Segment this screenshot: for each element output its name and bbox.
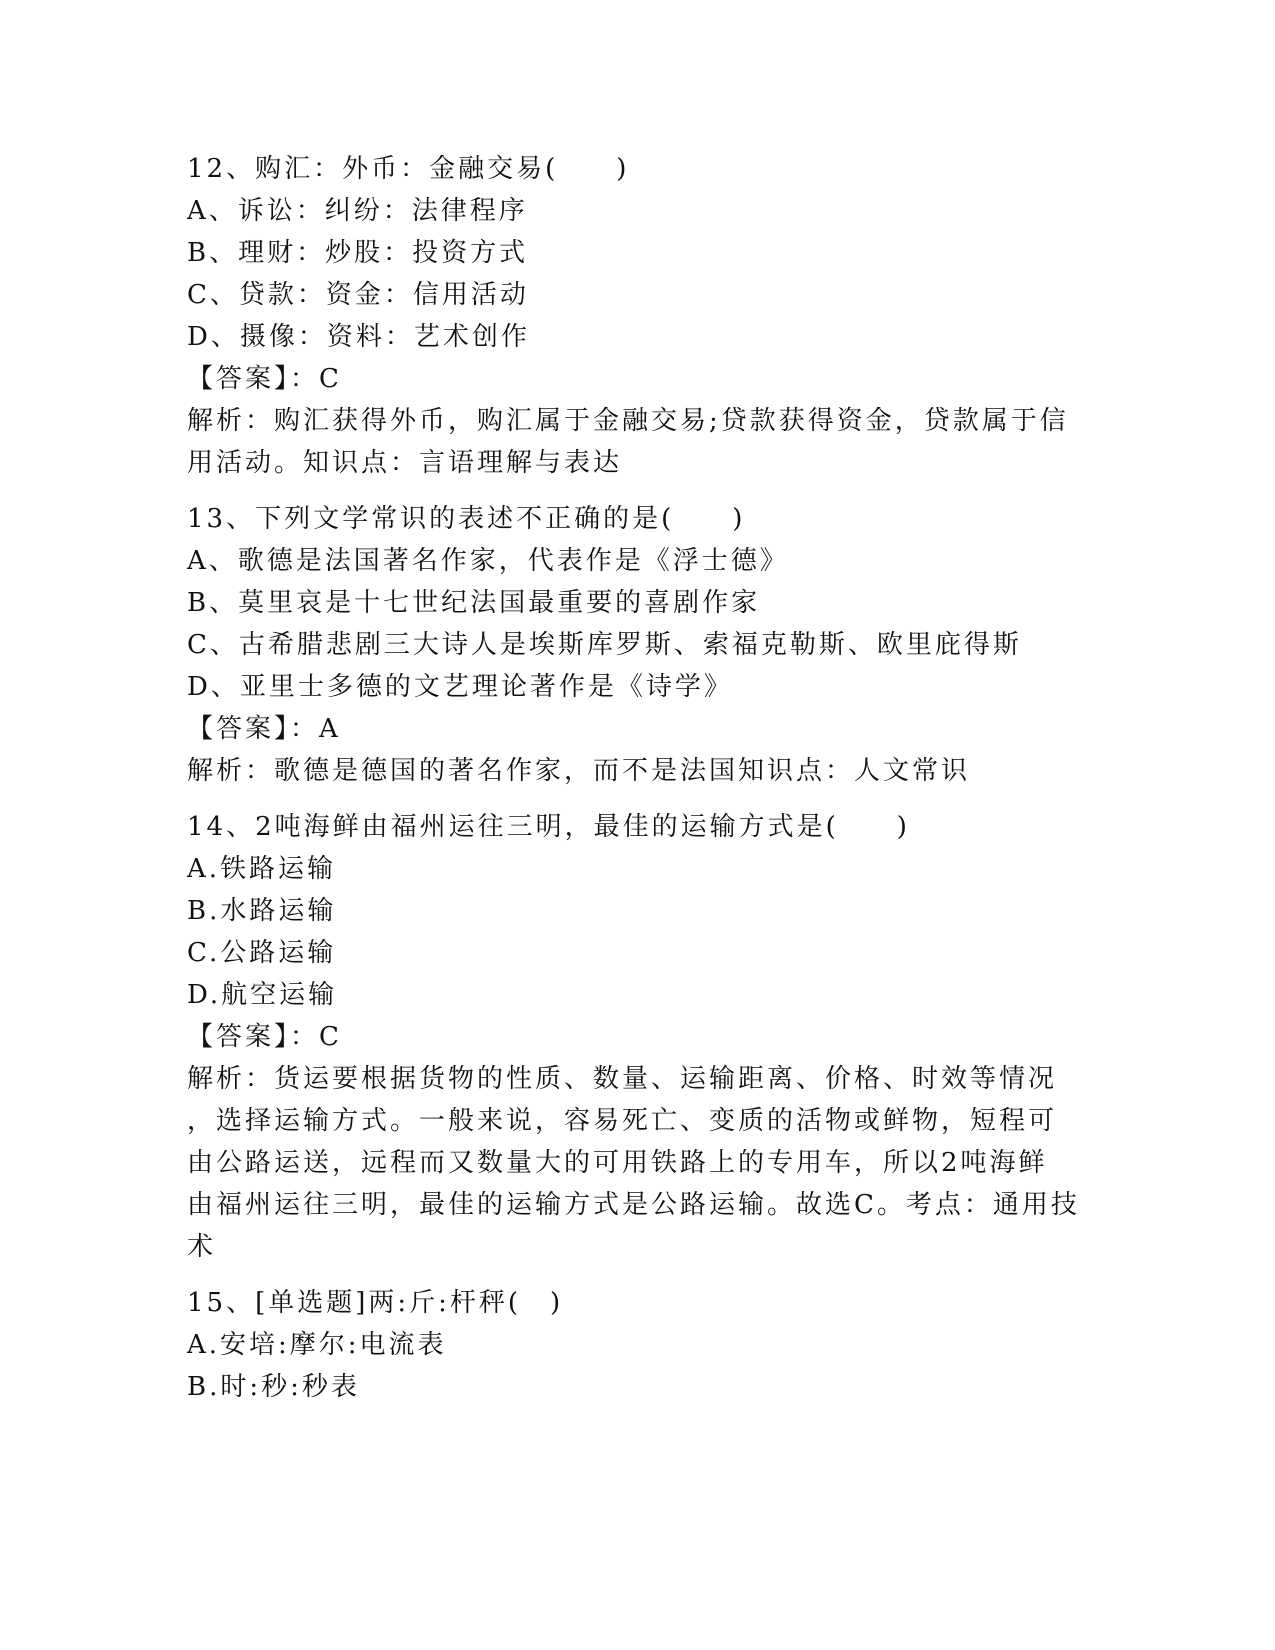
question-stem: 15、[单选题]两:斤:杆秤( ) (187, 1288, 564, 1318)
explanation (187, 750, 1067, 792)
explanation-line: ，选择运输方式。一般来说，容易死亡、变质的活物或鲜物，短程可 (187, 1106, 1058, 1136)
explanation-line: 由公路运送，远程而又数量大的可用铁路上的专用车，所以2吨海鲜 (187, 1148, 1048, 1178)
option-a: A、诉讼：纠纷：法律程序 (187, 196, 528, 226)
document-page (187, 148, 1087, 1422)
answer: 【答案】：C (187, 364, 342, 394)
option-c: C、贷款：资金：信用活动 (187, 280, 529, 310)
explanation-line: 由福州运往三明，最佳的运输方式是公路运输。故选C。考点：通用技 (187, 1190, 1080, 1220)
question-14 (187, 806, 1087, 1268)
option-b: B、理财：炒股：投资方式 (187, 238, 529, 268)
option-a: A.安培:摩尔:电流表 (187, 1330, 447, 1360)
option-d: D、亚里士多德的文艺理论著作是《诗学》 (187, 672, 733, 702)
explanation-line: 解析：购汇获得外币，购汇属于金融交易;贷款获得资金，贷款属于信 (187, 406, 1069, 436)
option-a: A.铁路运输 (187, 854, 337, 884)
question-stem: 12、购汇：外币：金融交易( ) (187, 154, 630, 184)
option-c: C、古希腊悲剧三大诗人是埃斯库罗斯、索福克勒斯、欧里庇得斯 (187, 630, 1022, 660)
question-stem: 13、下列文学常识的表述不正确的是( ) (187, 504, 746, 534)
explanation (187, 400, 1067, 484)
explanation-line: 用活动。知识点：言语理解与表达 (187, 448, 623, 478)
option-b: B.时:秒:秒表 (187, 1372, 360, 1402)
option-a: A、歌德是法国著名作家，代表作是《浮士德》 (187, 546, 789, 576)
explanation-line: 解析：歌德是德国的著名作家，而不是法国知识点：人文常识 (187, 756, 971, 786)
answer: 【答案】：A (187, 714, 341, 744)
question-13 (187, 498, 1087, 792)
explanation-line: 解析：货运要根据货物的性质、数量、运输距离、价格、时效等情况 (187, 1064, 1058, 1094)
option-c: C.公路运输 (187, 938, 337, 968)
option-b: B、莫里哀是十七世纪法国最重要的喜剧作家 (187, 588, 761, 618)
answer: 【答案】：C (187, 1022, 342, 1052)
explanation (187, 1058, 1080, 1268)
option-d: D.航空运输 (187, 980, 338, 1010)
option-d: D、摄像：资料：艺术创作 (187, 322, 530, 352)
question-15 (187, 1282, 1087, 1408)
explanation-line: 术 (187, 1232, 217, 1262)
option-b: B.水路运输 (187, 896, 337, 926)
question-12 (187, 148, 1087, 484)
question-stem: 14、2吨海鲜由福州运往三明，最佳的运输方式是( ) (187, 812, 910, 842)
